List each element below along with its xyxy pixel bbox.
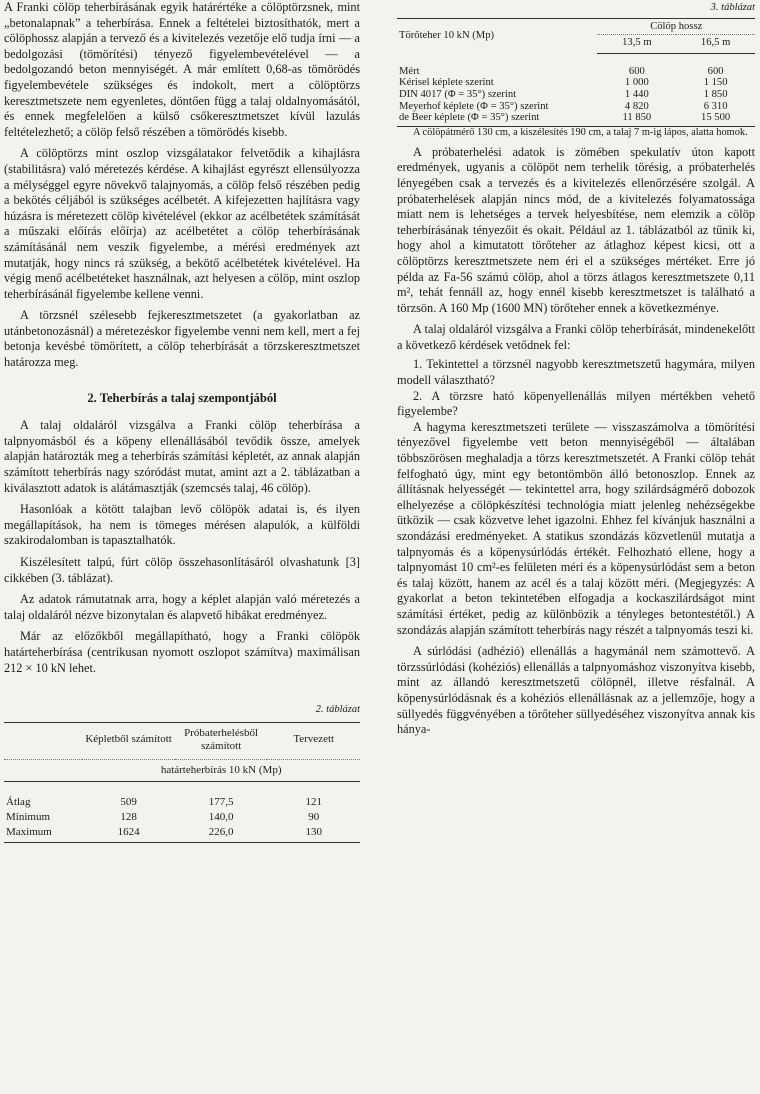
- table-cell: 121: [305, 795, 322, 808]
- table-note: A cölöpátmérő 130 cm, a kiszélesítés 190 cm, a talaj 7 m-ig lápos, alatta homok.: [413, 126, 748, 138]
- table-cell: 130: [305, 825, 322, 838]
- table-row: [397, 77, 755, 89]
- table-unit-header: határteherbírás 10 kN (Mp): [82, 759, 360, 781]
- table-header: Próbaterhelésből számított: [184, 726, 259, 752]
- table-cell: 1 150: [703, 77, 728, 89]
- row-label: Maximum: [6, 825, 52, 838]
- table-cell: 1 850: [703, 88, 728, 100]
- row-label: Kérisel képlete szerint: [399, 77, 494, 89]
- table-row: [397, 112, 755, 126]
- table-header: 16,5 m: [676, 35, 755, 54]
- paragraph: A talaj oldaláról vizsgálva a Franki cölöp teherbírását, mindenekelőtt a következő kérdések vetődnek fel:: [397, 322, 755, 352]
- paragraph: A súrlódási (adhézió) ellenállás a hagymánál nem számottevő. A törzssúrlódási (kohéziós) ellenállás a talpnyomáshoz viszonyítva kisebb, mint az állandó keresztmetszetű cölöpnél, illetve résfalnál. A köpenysúrlódásnak és a kohéziós ellenállásnak az a jellemzője, hogy a süllyedés függvényében a törőteher süllyedéséhez viszonyítva annak kis hánya-: [397, 644, 755, 737]
- table-cell: 600: [628, 65, 645, 77]
- table-row: [4, 781, 360, 810]
- table-header: Képletből számított: [85, 733, 172, 746]
- paragraph: A hagyma keresztmetszeti területe — visszaszámolva a tömörítési tényezővel figyelembe vett beton mennyiségéből — általában többszörösen meghaladja a törzs keresztmetszetét. A Franki cölöp tehát felfogható úgy, mint egy betontömbön álló betonoszlop. Ennek az állításnak helyességét — tekintettel arra, hogy szilárdságmérő dobozok elhelyezése a cölöpkészítési technológia miatt jelenleg nehézségekbe ütközik — csak közvetve lehet igazolni. Ehhez fel kívánjuk használni a szondázási eredményeket. A statikus szondázás közvetlenül mutatja a talpnyomás és a köpenysúrlódás értékét. Felhozható ellene, hogy a talpnyomást 10 cm²-es felületen méri és a köpenysúrlódást sem a beton és talaj között, hanem az acél és a talaj között méri. (Megjegyzés: A gyakorlat a beton tekintetében elfogadja a kockaszilárdságot mint számítási értéket, pedig az különbözik a tényleges betontestétől.) A szondázás alapján számított teherbírás nagy részét a talpnyomás teszi ki.: [397, 419, 755, 637]
- paragraph: A cölöptörzs mint oszlop vizsgálatakor felvetődik a kihajlásra (stabilitásra) való méretezés kérdése. A kihajlást egyrészt ellensúlyozza a mélységgel egyre növekvő talajnyomás, a cölöp felső részében pedig a bekötés céljából is szükséges acélbetét. A kifejezetten hajlításra vagy húzásra is méretezett cölöp kivételével (ekkor az acélbetétek számítását a műszaki előírás előírja) az acélbetétet a cölöp teherbírásának számításánál nem veszik figyelembe, a mérési eredmények azt mutatják, hogy nincs rá szükség, a bekötő acélbetétek kivételével. Ha végig menő acélbetéteket használnak, azt helyesen a cölöp, mint oszlop teherbírásánál figyelembe kellene venni.: [4, 146, 360, 301]
- table-2-label: 2. táblázat: [315, 704, 360, 716]
- table-row: [397, 53, 755, 77]
- table-cell: 140,0: [208, 810, 234, 823]
- table-cell: 15 500: [701, 112, 731, 124]
- paragraph: Az adatok rámutatnak arra, hogy a képlet alapján való méretezés a talaj oldaláról nézve bizonytalan és alapvető hibákat eredményez.: [4, 592, 360, 622]
- table-cell: 177,5: [208, 795, 234, 808]
- paragraph: A próbaterhelési adatok is zömében spekulatív úton kapott eredmények, ugyanis a cölöpöt nem terhelik törésig, a próbaterhelés lényegében csak a tervezés és a kivitelezés ellenőrzésére szolgál. A próbaterhelések alapján nincs mód, de a kivitelezés folyamatossága miatt nem is lehetséges a tervek helyesbítése, nem elemzik a cölöp teherbírásának tényezőit és okait. Például az 1. táblázatból az tűnik ki, hogy ahol a kimutatott törőteher az átlaghoz képest kicsi, ott a cölöptörzs keresztmetszete nem éri el a szükséges mértéket. Erre jó példa az Fa-56 számú cölöp, ahol a törzs átlagos keresztmetszete 0,11 m², tehát fennáll az, hogy ennél kisebb keresztmetszet is található a törzsön. A 160 Mp (1600 MN) törőteher ennek a következménye.: [397, 144, 755, 315]
- table-header-empty: [4, 722, 82, 759]
- table-cell: 1 000: [624, 77, 649, 89]
- table-row: [397, 101, 755, 113]
- table-3-label: 3. táblázat: [710, 2, 755, 13]
- table-row-header: Törőteher 10 kN (Mp): [399, 30, 495, 42]
- table-row: [4, 810, 360, 825]
- paragraph: A törzsnél szélesebb fejkeresztmetszetet (a gyakorlatban az utánbetonozásnál) a méretezéskor figyelembe venni nem kell, mert a fej betonja kevésbé tömörített, a cölöp teherbírását a törzskeresztmetszet határozza meg.: [4, 308, 360, 370]
- table-header: 13,5 m: [597, 35, 676, 54]
- table-cell: 11 850: [622, 112, 652, 124]
- paragraph: Hasonlóak a kötött talajban levő cölöpök adatai is, és ilyen megállapítások, ha nem is tömeges mérésen alapulók, a külföldi szakirodalomban is tapasztalhatók.: [4, 502, 360, 548]
- row-label: Átlag: [6, 795, 31, 808]
- table-cell: 226,0: [208, 825, 234, 838]
- paragraph: Már az előzőkből megállapítható, hogy a Franki cölöpök határteherbírása (centrikusan nyomott oszlopot számítva) maximálisan 212 × 10 kN lehet.: [4, 629, 360, 675]
- question-item: 2. A törzsre ható köpenyellenállás milyen mértékben vehető figyelembe?: [397, 388, 755, 419]
- table-2: [4, 722, 360, 843]
- row-label: Meyerhof képlete (Φ = 35°) szerint: [399, 100, 549, 112]
- table-cell: 1624: [117, 825, 140, 838]
- paragraph: A Franki cölöp teherbírásának egyik határértéke a cölöptörzsnek, mint „betonalapnak” a teherbírása. Ennek a feltételei biztosíthatók, mert a cölöphossz alapján a tervező és a kivitelezés vezetője elő tudja írni — a bedolgozási (tömörítési) tényező figyelembevételével — a bedolgozandó beton mennyiségét. A már említett 0,68-as tömörödés figyelembevétele szükséges és indokolt, mert a cölöptörzs keresztmetszete nem egyenletes, döntően függ a talaj oldalnyomásától, és ennek megfelelően a külső csőkeresztmetszet kívül lazulás feltételezhető; a cölöp felső részében a tömörödés kisebb.: [4, 0, 360, 139]
- table-cell: 128: [120, 810, 137, 823]
- paragraph: Kiszélesített talpú, fúrt cölöp összehasonlításáról olvashatunk [3] cikkében (3. táblázat).: [4, 555, 360, 585]
- table-3: [397, 18, 755, 127]
- row-label: de Beer képlete (Φ = 35°) szerint: [399, 112, 540, 124]
- table-cell: 4 820: [624, 100, 649, 112]
- question-item: 1. Tekintettel a törzsnél nagyobb keresztmetszetű hagymára, milyen modell választható?: [397, 357, 755, 388]
- row-label: Mért: [399, 65, 420, 77]
- table-header-empty: [4, 759, 82, 781]
- row-label: DIN 4017 (Φ = 35°) szerint: [399, 88, 517, 100]
- table-cell: 509: [120, 795, 137, 808]
- table-row: [397, 89, 755, 101]
- table-header: Tervezett: [293, 733, 335, 746]
- table-cell: 600: [707, 65, 724, 77]
- table-cell: 90: [308, 810, 320, 823]
- paragraph: A talaj oldaláról vizsgálva a Franki cölöp teherbírása a talpnyomásból és a köpeny ellenállásából tevődik össze, amelyek alapján határozták meg a teherbírás számítási képletét, az annak alapján számított teherbírás nagy szóródást mutat, amint azt a 2. táblázatban a kiválasztott adatok is alátámasztják (szemcsés talaj, 46 cölöp).: [4, 418, 360, 495]
- left-column: [4, 0, 360, 843]
- section-heading: 2. Teherbírás a talaj szempontjából: [87, 390, 277, 405]
- table-cell: 6 310: [703, 100, 728, 112]
- table-cell: 1 440: [624, 88, 649, 100]
- table-row: [4, 825, 360, 843]
- row-label: Minimum: [6, 810, 51, 823]
- right-column: [397, 0, 755, 738]
- table-group-header: Cölöp hossz: [597, 18, 755, 35]
